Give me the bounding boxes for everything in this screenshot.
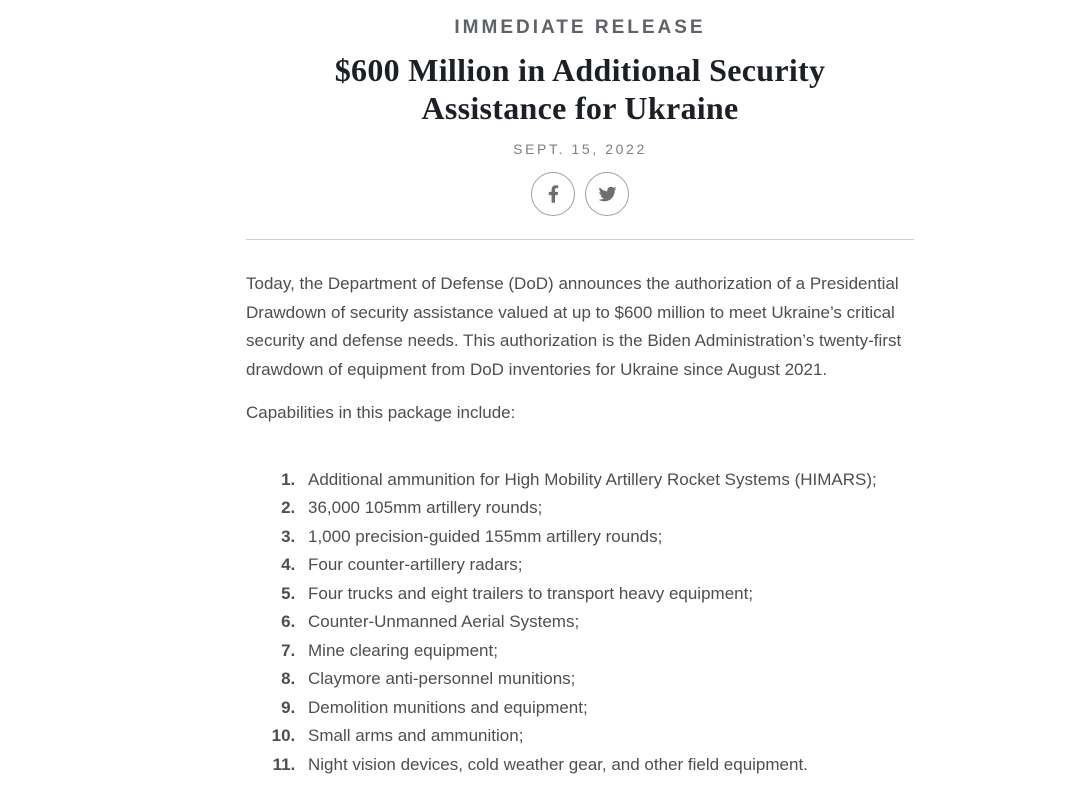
release-date: SEPT. 15, 2022 <box>513 141 647 157</box>
capability-list-item: 5. Four trucks and eight trailers to transport heavy equipment; <box>300 580 914 609</box>
twitter-share-button[interactable] <box>585 172 629 216</box>
lead-paragraph: Today, the Department of Defense (DoD) announces the authorization of a Presidential Drawdown of security assistance valued at up to $600 million to meet Ukraine’s critical security and defense needs. This authorization is the Biden Administration’s twenty-first drawdown of equipment from DoD inventories for Ukraine since August 2021. <box>246 274 902 379</box>
capability-list-item: 2. 36,000 105mm artillery rounds; <box>300 494 914 523</box>
capability-list-item: 7. Mine clearing equipment; <box>300 637 914 666</box>
release-header <box>246 0 914 216</box>
twitter-icon <box>597 185 618 203</box>
capabilities-intro: Capabilities in this package include: <box>246 403 516 422</box>
facebook-share-button[interactable] <box>531 172 575 216</box>
capability-list-item: 4. Four counter-artillery radars; <box>300 551 914 580</box>
facebook-icon <box>548 184 559 204</box>
capabilities-list <box>246 466 914 780</box>
capability-list-item: 10. Small arms and ammunition; <box>300 722 914 751</box>
capability-list-item: 6. Counter-Unmanned Aerial Systems; <box>300 608 914 637</box>
divider <box>246 239 914 240</box>
capability-list-item: 3. 1,000 precision-guided 155mm artillery rounds; <box>300 523 914 552</box>
release-type-label: IMMEDIATE RELEASE <box>454 17 706 38</box>
page-title: $600 Million in Additional Security Assistance for Ukraine <box>334 52 826 126</box>
press-release-article <box>246 0 914 779</box>
capability-list-item: 11. Night vision devices, cold weather gear, and other field equipment. <box>300 751 914 780</box>
share-buttons <box>246 172 914 216</box>
capability-list-item: 9. Demolition munitions and equipment; <box>300 694 914 723</box>
capability-list-item: 8. Claymore anti-personnel munitions; <box>300 665 914 694</box>
capability-list-item: 1. Additional ammunition for High Mobility Artillery Rocket Systems (HIMARS); <box>300 466 914 495</box>
